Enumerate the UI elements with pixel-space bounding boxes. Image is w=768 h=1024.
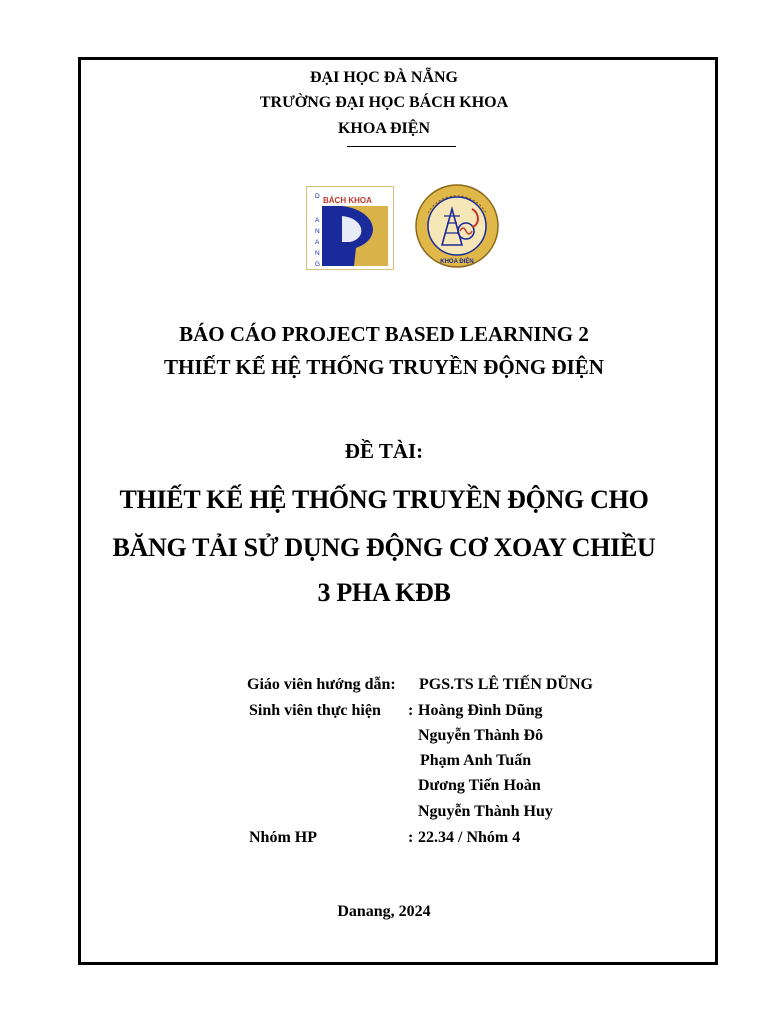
svg-text:A: A	[315, 239, 320, 246]
topic-title-line1: THIẾT KẾ HỆ THỐNG TRUYỀN ĐỘNG CHO	[119, 485, 649, 514]
student-name: Nguyễn Thành Huy	[418, 803, 553, 820]
school-name: TRƯỜNG ĐẠI HỌC BÁCH KHOA	[259, 94, 509, 111]
svg-text:KHOA ĐIỆN: KHOA ĐIỆN	[440, 259, 474, 265]
report-title-line1: BÁO CÁO PROJECT BASED LEARNING 2	[179, 322, 589, 346]
students-label: Sinh viên thực hiện	[249, 702, 381, 719]
topic-label: ĐỀ TÀI:	[344, 439, 424, 463]
svg-text:BÁCH KHOA: BÁCH KHOA	[323, 196, 372, 205]
faculty-name: KHOA ĐIỆN	[337, 120, 430, 137]
faculty-underline	[347, 146, 456, 147]
svg-text:A: A	[315, 217, 320, 224]
student-name: Dương Tiến Hoàn	[418, 777, 541, 794]
student-name: Hoàng Đình Dũng	[418, 702, 543, 719]
svg-text:N: N	[315, 228, 320, 235]
report-title-line2: THIẾT KẾ HỆ THỐNG TRUYỀN ĐỘNG ĐIỆN	[164, 355, 604, 379]
bach-khoa-logo	[306, 186, 394, 270]
student-name: Phạm Anh Tuấn	[420, 752, 532, 769]
group-label: Nhóm HP	[249, 829, 317, 846]
svg-text:N: N	[315, 250, 320, 257]
group-value: 22.34 / Nhóm 4	[418, 829, 521, 846]
advisor-label: Giáo viên hướng dẫn:	[247, 676, 396, 693]
topic-title-line2: BĂNG TẢI SỬ DỤNG ĐỘNG CƠ XOAY CHIỀU	[112, 533, 656, 562]
university-name: ĐẠI HỌC ĐÀ NẴNG	[310, 69, 458, 86]
students-colon: :	[408, 702, 414, 719]
khoa-dien-seal-logo	[414, 183, 500, 269]
topic-title-line3: 3 PHA KĐB	[317, 578, 451, 607]
svg-text:G: G	[315, 261, 321, 268]
advisor-name: PGS.TS LÊ TIẾN DŨNG	[419, 676, 593, 693]
place-date: Danang, 2024	[337, 903, 431, 920]
svg-text:D: D	[315, 193, 320, 200]
student-name: Nguyễn Thành Đô	[418, 727, 544, 744]
group-colon: :	[408, 829, 414, 846]
